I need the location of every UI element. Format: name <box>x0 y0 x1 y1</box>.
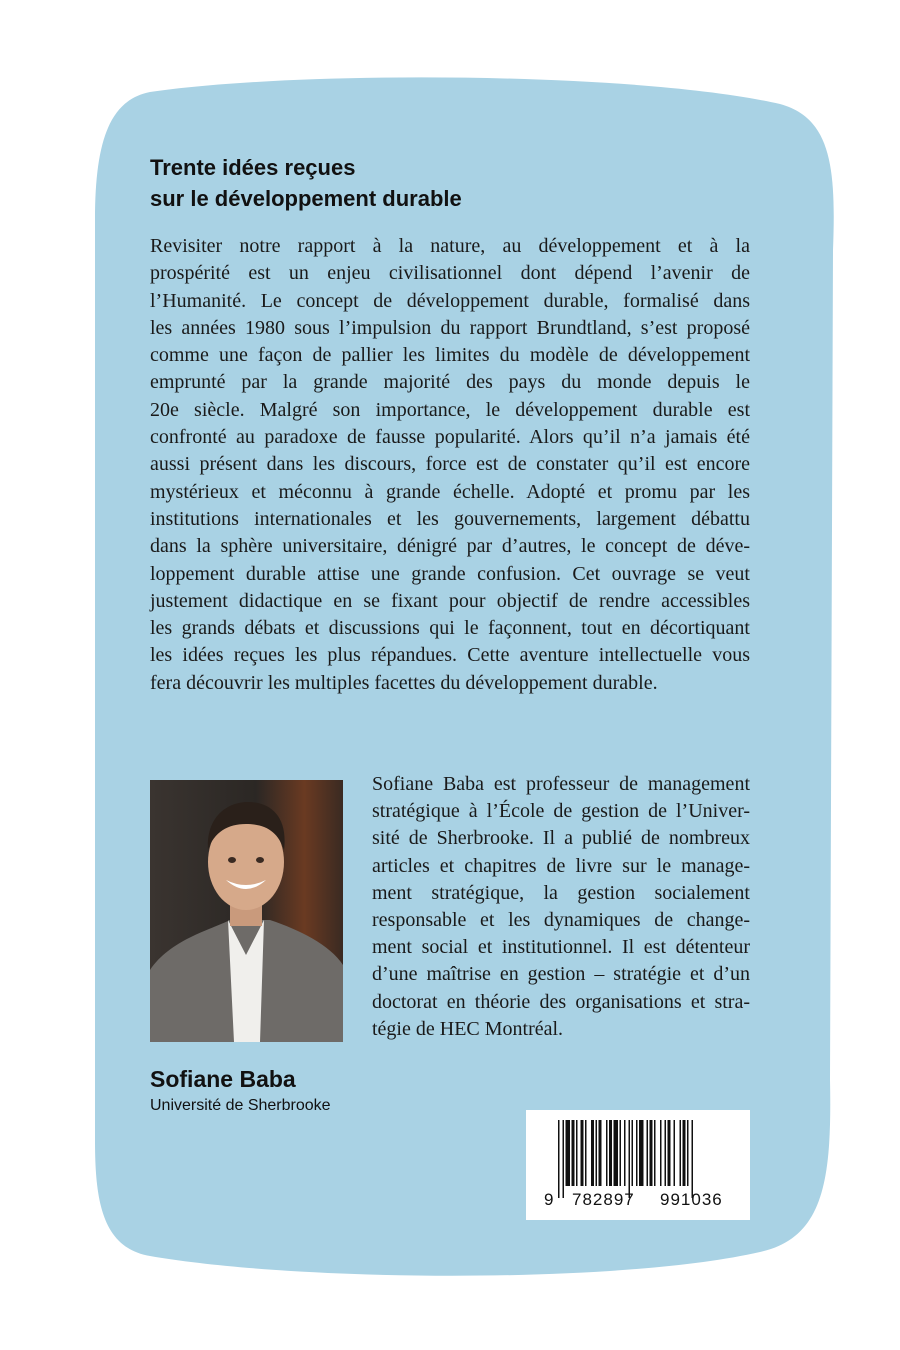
barcode-bar <box>674 1120 676 1186</box>
description-line: mystérieux et méconnu à grande échelle. Adopté et promu par les <box>150 480 750 503</box>
barcode-bar <box>665 1120 667 1186</box>
description-line: aussi présent dans les discours, force est de constater qu’il est encore <box>150 453 750 476</box>
bio-line: doctorat en théorie des organisations et stra- <box>372 990 750 1013</box>
barcode-bar <box>596 1120 598 1186</box>
isbn-barcode <box>526 1110 750 1220</box>
bio-line: responsable et les dynamiques de change- <box>372 909 750 932</box>
author-affiliation: Université de Sherbrooke <box>150 1097 331 1114</box>
isbn-group-2: 991036 <box>660 1190 723 1209</box>
barcode-bar <box>636 1120 638 1186</box>
author-name: Sofiane Baba <box>150 1066 296 1092</box>
book-description <box>150 233 750 697</box>
description-line: justement didactique en se fixant pour objectif de rendre accessibles <box>150 589 750 612</box>
barcode-bar <box>692 1120 694 1198</box>
barcode-bar <box>632 1120 634 1186</box>
bio-line: ment stratégique, la gestion socialement <box>372 881 750 904</box>
barcode-bar <box>558 1120 560 1198</box>
barcode-bar <box>680 1120 682 1186</box>
barcode-bar <box>639 1120 644 1186</box>
barcode-bar <box>563 1120 565 1198</box>
barcode-bar <box>566 1120 571 1186</box>
description-line: emprunté par la grande majorité des pays du monde depuis le <box>150 371 750 394</box>
book-title <box>150 152 770 214</box>
barcode-bar <box>609 1120 612 1186</box>
description-line: les idées reçues les plus répandues. Cette aventure intellectuelle vous <box>150 644 750 667</box>
bio-line: d’une maîtrise en gestion – stratégie et d’un <box>372 963 750 986</box>
barcode-bar <box>654 1120 656 1186</box>
barcode-bar <box>572 1120 575 1186</box>
description-line: confronté au paradoxe de fausse popularité. Alors qu’il n’a jamais été <box>150 426 750 449</box>
book-title-line: sur le développement durable <box>150 186 462 211</box>
barcode-bar <box>614 1120 619 1186</box>
barcode-bar <box>629 1120 631 1198</box>
description-line: prospérité est un enjeu civilisationnel dont dépend l’avenir de <box>150 262 750 285</box>
bio-line: Sofiane Baba est professeur de management <box>372 773 750 795</box>
author-portrait-illustration <box>150 780 343 1042</box>
book-title-line: Trente idées reçues <box>150 155 356 180</box>
description-line: 20e siècle. Malgré son importance, le développement durable est <box>150 398 750 421</box>
description-line: fera découvrir les multiples facettes du développement durable. <box>150 671 658 694</box>
barcode-bar <box>620 1120 622 1186</box>
description-line: loppement durable attise une grande confusion. Cet ouvrage se veut <box>150 562 750 585</box>
barcode-bar <box>581 1120 584 1186</box>
barcode-bar <box>591 1120 594 1186</box>
barcode-bar <box>606 1120 608 1186</box>
barcode-bar <box>599 1120 602 1186</box>
description-line: dans la sphère universitaire, dénigré par d’autres, le concept de déve- <box>150 535 750 558</box>
bio-line: stratégique à l’École de gestion de l’Univer- <box>372 800 750 823</box>
barcode-bar <box>660 1120 662 1186</box>
barcode-bar <box>624 1120 626 1186</box>
bio-line: tégie de HEC Montréal. <box>372 1017 564 1040</box>
bio-line: sité de Sherbrooke. Il a publié de nombreux <box>372 827 750 850</box>
description-line: comme une façon de pallier les limites du modèle de développement <box>150 344 750 367</box>
barcode-bar <box>576 1120 578 1186</box>
description-line: l’Humanité. Le concept de développement durable, formalisé dans <box>150 289 750 312</box>
author-bio <box>372 771 750 1043</box>
bio-line: ment social et institutionnel. Il est détenteur <box>372 936 750 959</box>
barcode-bar <box>683 1120 686 1186</box>
barcode-bar <box>647 1120 649 1186</box>
description-line: Revisiter notre rapport à la nature, au développement et à la <box>150 235 750 257</box>
description-line: institutions internationales et les gouvernements, largement débattu <box>150 507 750 530</box>
description-line: les grands débats et discussions qui le façonnent, tout en décortiquant <box>150 617 750 640</box>
barcode-bar <box>650 1120 653 1186</box>
isbn-first-digit: 9 <box>544 1190 555 1209</box>
barcode-bar <box>668 1120 671 1186</box>
author-photo <box>150 780 343 1042</box>
isbn-group-1: 782897 <box>572 1190 635 1209</box>
bio-line: articles et chapitres de livre sur le manage- <box>372 854 750 877</box>
description-line: les années 1980 sous l’impulsion du rapport Brundtland, s’est proposé <box>150 316 750 339</box>
barcode-bar <box>687 1120 689 1186</box>
barcode-bar <box>585 1120 587 1186</box>
